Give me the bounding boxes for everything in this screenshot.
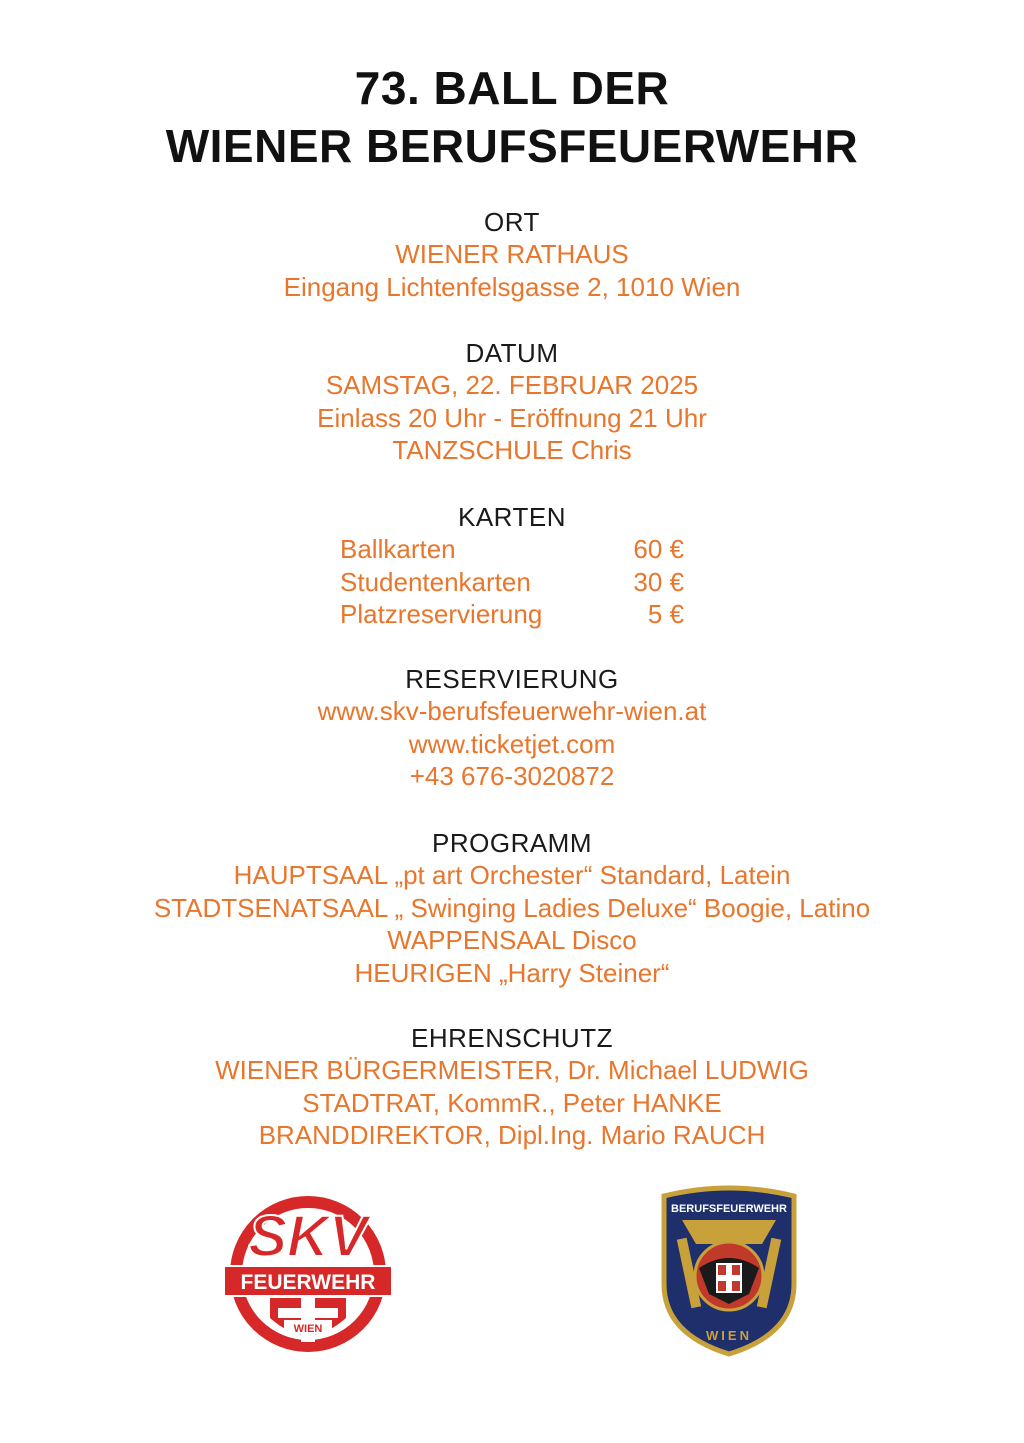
svg-text:WIEN: WIEN <box>706 1328 752 1343</box>
svg-text:SKV: SKV <box>248 1204 368 1269</box>
ticket-price: 30 € <box>633 566 684 597</box>
section-karten <box>0 501 1024 631</box>
section-line: WIENER RATHAUS <box>395 239 629 269</box>
section-heading: EHRENSCHUTZ <box>411 1023 613 1053</box>
skv-feuerwehr-logo-icon <box>218 1180 398 1352</box>
table-row <box>340 598 684 631</box>
section-heading: ORT <box>484 207 540 237</box>
svg-text:FEUERWEHR: FEUERWEHR <box>240 1271 376 1294</box>
ticket-price: 60 € <box>633 534 684 564</box>
section-datum <box>0 337 1024 467</box>
section-ort <box>0 206 1024 303</box>
title-line-1: 73. BALL DER <box>354 62 670 114</box>
ticket-name: Ballkarten <box>340 534 456 564</box>
section-reservierung <box>0 663 1024 793</box>
ticket-link[interactable]: www.ticketjet.com <box>408 728 616 759</box>
ticket-name: Studentenkarten <box>340 566 531 597</box>
section-heading: DATUM <box>465 338 559 368</box>
section-line: TANZSCHULE Chris <box>392 435 632 465</box>
svg-text:WIEN: WIEN <box>293 1323 323 1335</box>
section-line: BRANDDIREKTOR, Dipl.Ing. Mario RAUCH <box>258 1120 766 1150</box>
svg-text:BERUFSFEUERWEHR: BERUFSFEUERWEHR <box>671 1203 787 1215</box>
title-line-2: WIENER BERUFSFEUERWEHR <box>165 120 859 172</box>
ticket-price-table <box>340 533 684 631</box>
website-link[interactable]: www.skv-berufsfeuerwehr-wien.at <box>317 696 707 726</box>
berufsfeuerwehr-wien-crest-icon <box>654 1184 804 1358</box>
ticket-price: 5 € <box>647 599 684 629</box>
table-row <box>340 566 684 599</box>
ticket-name: Platzreservierung <box>340 599 543 629</box>
section-line: SAMSTAG, 22. FEBRUAR 2025 <box>325 370 699 400</box>
section-line: STADTRAT, KommR., Peter HANKE <box>302 1087 722 1118</box>
section-line: STADTSENATSAAL „ Swinging Ladies Deluxe“ Boogie, Latino <box>153 892 871 923</box>
section-ehrenschutz <box>0 1022 1024 1152</box>
section-heading: PROGRAMM <box>432 828 592 858</box>
section-heading: KARTEN <box>458 502 566 532</box>
table-row <box>340 533 684 566</box>
section-line: HEURIGEN „Harry Steiner“ <box>354 957 670 988</box>
section-programm <box>0 827 1024 989</box>
section-line: Einlass 20 Uhr - Eröffnung 21 Uhr <box>317 402 707 433</box>
phone-number[interactable]: +43 676-3020872 <box>409 761 615 791</box>
section-heading: RESERVIERUNG <box>405 664 619 694</box>
section-line: Eingang Lichtenfelsgasse 2, 1010 Wien <box>283 271 741 302</box>
section-line: HAUPTSAAL „pt art Orchester“ Standard, Latein <box>233 860 791 890</box>
section-line: WAPPENSAAL Disco <box>387 925 637 955</box>
section-line: WIENER BÜRGERMEISTER, Dr. Michael LUDWIG <box>215 1055 809 1085</box>
